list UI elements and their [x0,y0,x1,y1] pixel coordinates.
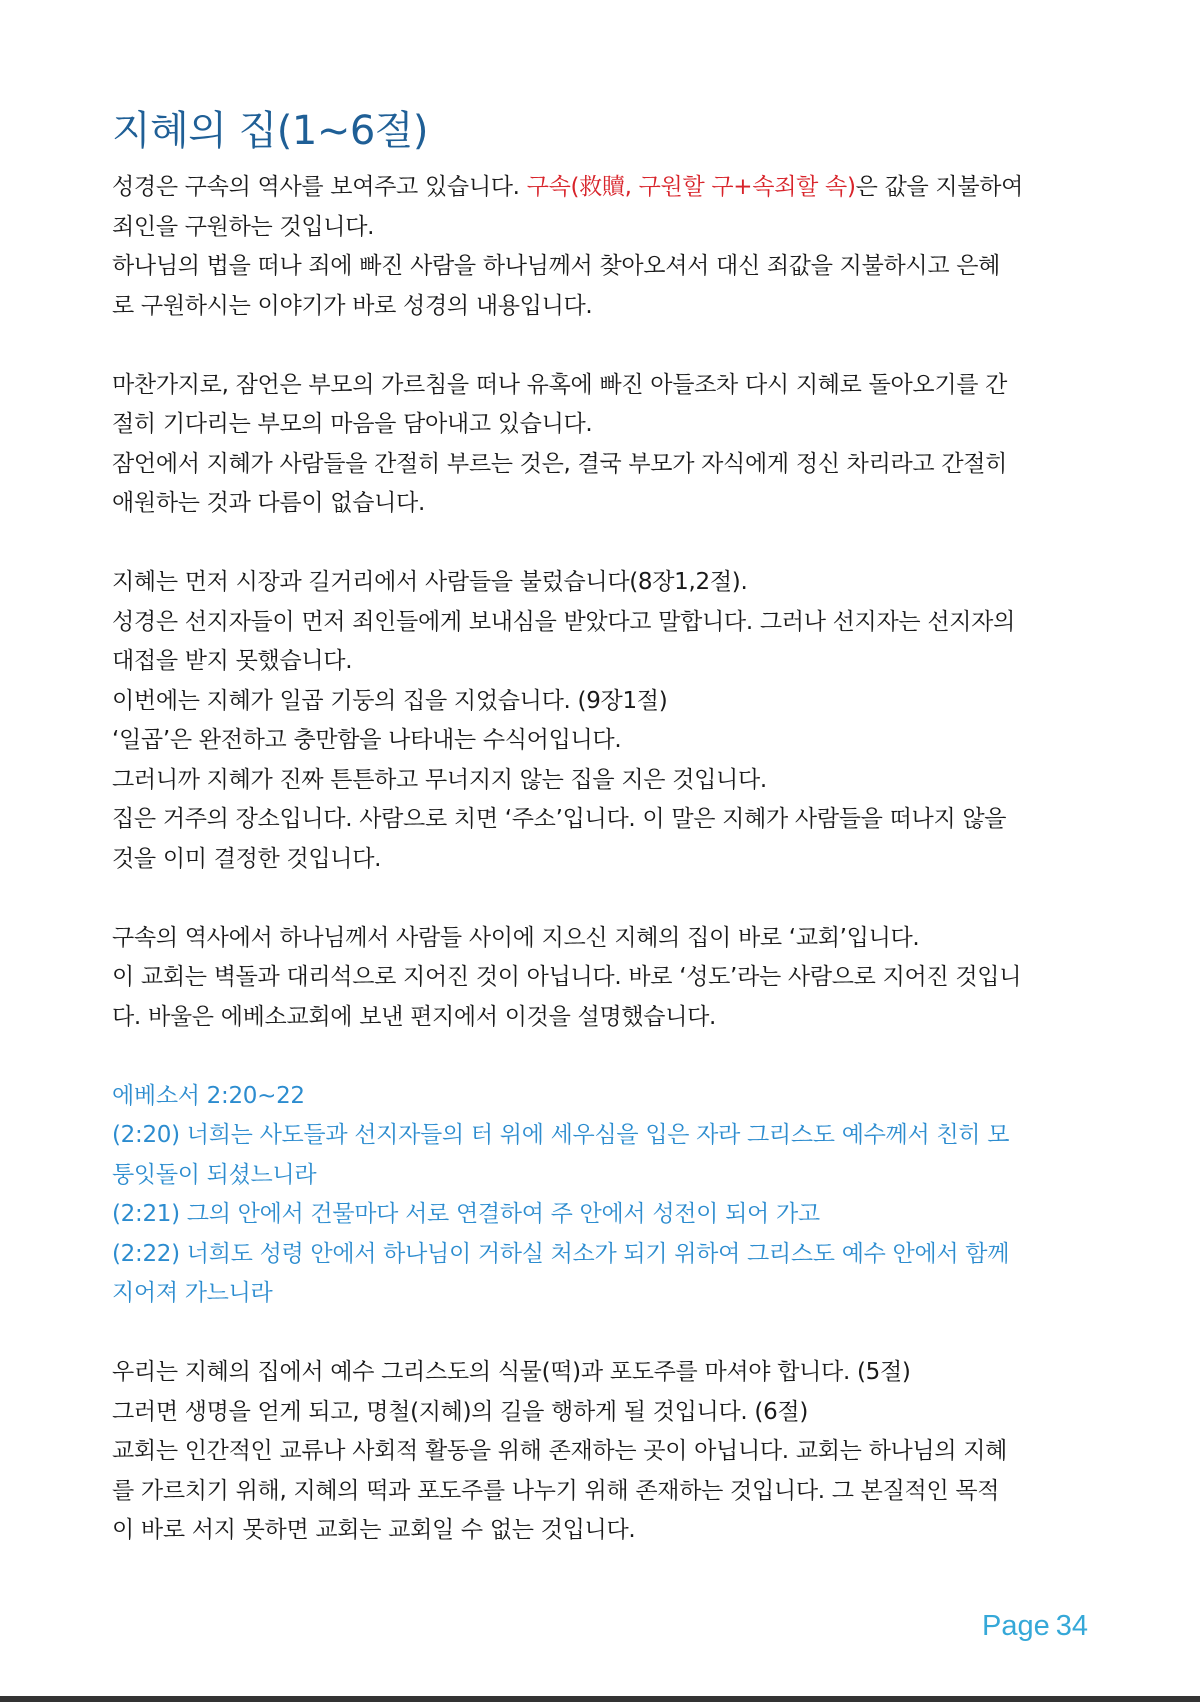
verse-line: (2:20) 너희는 사도들과 선지자들의 터 위에 세우심을 입은 자라 그리스도 예수께서 친히 모 [112,1122,1010,1148]
text-line: 구속의 역사에서 하나님께서 사람들 사이에 지으신 지혜의 집이 바로 ‘교회’입니다. [112,924,920,951]
verse-line: 지어져 가느니라 [112,1280,273,1306]
text-line: 대접을 받지 못했습니다. [112,648,353,674]
text-run: 은 값을 지불하여 [855,174,1024,200]
text-line: 로 구원하시는 이야기가 바로 성경의 내용입니다. [112,292,593,319]
paragraph-conclusion [112,1353,1092,1551]
text-line: 하나님의 법을 떠나 죄에 빠진 사람을 하나님께서 찾아오셔서 대신 죄값을 지불하시고 은혜 [112,253,1001,279]
paragraph-church [112,919,1092,1038]
text-line: 애원하는 것과 다름이 없습니다. [112,490,425,516]
text-line: 죄인을 구원하는 것입니다. [112,213,375,240]
section-title: 지혜의 집(1~6절) [112,108,429,154]
text-line [112,168,1092,208]
text-line: ‘일곱’은 완전하고 충만함을 나타내는 수식어입니다. [112,727,622,753]
highlight-redemption-definition: 구속(救贖, 구원할 구+속죄할 속) [526,174,856,200]
page-number [982,1610,1088,1643]
text-line: 집은 거주의 장소입니다. 사람으로 치면 ‘주소’입니다. 이 말은 지혜가 사람들을 떠나지 않을 [112,806,1007,832]
text-line: 를 가르치기 위해, 지혜의 떡과 포도주를 나누기 위해 존재하는 것입니다. 그 본질적인 목적 [112,1477,1000,1504]
paragraph-redemption [112,168,1092,326]
text-line: 것을 이미 결정한 것입니다. [112,845,382,872]
paragraph-gap [112,1037,1092,1077]
scripture-quote [112,1077,1092,1314]
text-line: 잠언에서 지혜가 사람들을 간절히 부르는 것은, 결국 부모가 자식에게 정신 차리라고 간절히 [112,450,1008,477]
paragraph-gap [112,879,1092,919]
paragraph-gap [112,326,1092,366]
text-line: 우리는 지혜의 집에서 예수 그리스도의 식물(떡)과 포도주를 마셔야 합니다. (5절) [112,1359,911,1385]
text-run: 성경은 구속의 역사를 보여주고 있습니다. [112,174,527,200]
page-number-value: 34 [1055,1610,1088,1642]
scripture-reference: 에베소서 2:20~22 [112,1082,305,1109]
paragraph-proverbs [112,366,1092,524]
text-line: 이 바로 서지 못하면 교회는 교회일 수 없는 것입니다. [112,1517,636,1543]
text-line: 이번에는 지혜가 일곱 기둥의 집을 지었습니다. (9장1절) [112,687,668,714]
text-line: 그러니까 지혜가 진짜 튼튼하고 무너지지 않는 집을 지은 것입니다. [112,766,767,793]
paragraph-gap [112,1314,1092,1354]
text-line: 지혜는 먼저 시장과 길거리에서 사람들을 불렀습니다(8장1,2절). [112,569,748,595]
verse-line: 퉁잇돌이 되셨느니라 [112,1161,317,1188]
text-line: 그러면 생명을 얻게 되고, 명철(지혜)의 길을 행하게 될 것입니다. (6절) [112,1398,809,1425]
text-line: 이 교회는 벽돌과 대리석으로 지어진 것이 아닙니다. 바로 ‘성도’라는 사람으로 지어진 것입니 [112,964,1022,990]
text-line: 마찬가지로, 잠언은 부모의 가르침을 떠나 유혹에 빠진 아들조차 다시 지혜로 돌아오기를 간 [112,371,1008,398]
text-line: 절히 기다리는 부모의 마음을 담아내고 있습니다. [112,411,593,437]
paragraph-wisdom-house [112,563,1092,879]
verse-line: (2:22) 너희도 성령 안에서 하나님이 거하실 처소가 되기 위하여 그리스도 예수 안에서 함께 [112,1240,1010,1267]
page-label: Page [982,1610,1050,1642]
verse-line: (2:21) 그의 안에서 건물마다 서로 연결하여 주 안에서 성전이 되어 가고 [112,1201,820,1227]
bottom-border [0,1696,1200,1702]
paragraph-gap [112,524,1092,564]
text-line: 성경은 선지자들이 먼저 죄인들에게 보내심을 받았다고 말합니다. 그러나 선지자는 선지자의 [112,608,1015,635]
text-line: 교회는 인간적인 교류나 사회적 활동을 위해 존재하는 곳이 아닙니다. 교회는 하나님의 지혜 [112,1438,1008,1464]
document-page [112,100,1092,1551]
text-line: 다. 바울은 에베소교회에 보낸 편지에서 이것을 설명했습니다. [112,1003,717,1030]
